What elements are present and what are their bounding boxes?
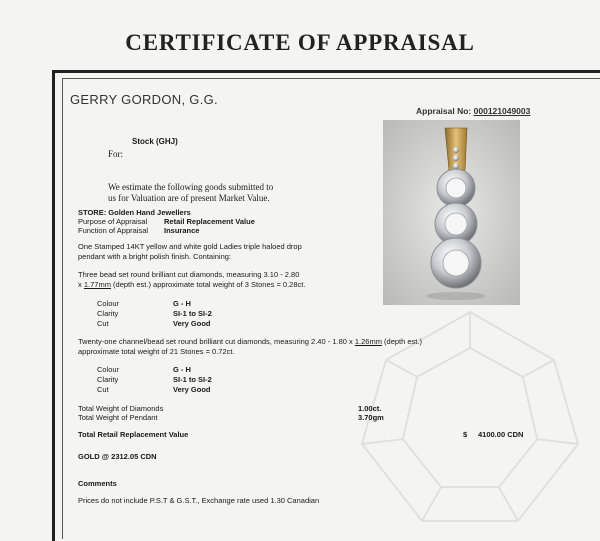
appraisal-purpose-block bbox=[78, 217, 378, 237]
side-stones-grading bbox=[97, 365, 297, 395]
appraisal-number bbox=[416, 106, 530, 116]
center-stones-grading bbox=[97, 299, 297, 329]
center-stones-line-2 bbox=[78, 280, 398, 290]
side-stones-prefix: Twenty-one channel/bead set round brilliant cut diamonds, measuring 2.40 - 1.80 x bbox=[78, 337, 355, 346]
center-stones-prefix: x bbox=[78, 280, 84, 289]
center-stones-line-1: Three bead set round brilliant cut diamonds, measuring 3.10 - 2.80 bbox=[78, 270, 300, 279]
center-stones-depth: 1.77mm bbox=[83, 280, 111, 289]
appraisal-number-label: Appraisal No: bbox=[416, 106, 472, 116]
total-diamonds-label: Total Weight of Diamonds bbox=[78, 404, 164, 413]
clarity-label: Clarity bbox=[97, 309, 119, 318]
colour-value: G - H bbox=[173, 299, 191, 308]
description-line-1: One Stamped 14KT yellow and white gold Ladies triple haloed drop bbox=[78, 242, 302, 251]
side-stones-description bbox=[78, 337, 518, 357]
comments-text: Prices do not include P.S.T & G.S.T., Exchange rate used 1.30 Canadian bbox=[78, 496, 320, 505]
function-label: Function of Appraisal bbox=[78, 226, 149, 235]
total-retail-currency: $ bbox=[463, 430, 468, 439]
total-pendant-value: 3.70gm bbox=[358, 413, 384, 422]
gold-price: GOLD @ 2312.05 CDN bbox=[78, 452, 157, 461]
stock-code: Stock (GHJ) bbox=[132, 137, 178, 146]
center-stones-description bbox=[78, 270, 398, 290]
certificate-title: CERTIFICATE OF APPRAISAL bbox=[125, 30, 475, 55]
cut-label: Cut bbox=[97, 319, 109, 328]
clarity-value: SI-1 to SI-2 bbox=[173, 375, 212, 384]
total-diamonds-value: 1.00ct. bbox=[358, 404, 382, 413]
comments-label: Comments bbox=[78, 479, 117, 488]
colour-label: Colour bbox=[97, 299, 120, 308]
intro-line-2: us for Valuation are of present Market Value. bbox=[108, 193, 270, 203]
cut-value: Very Good bbox=[173, 319, 211, 328]
colour-value: G - H bbox=[173, 365, 191, 374]
pendant-photo bbox=[383, 120, 520, 305]
center-stones-suffix: (depth est.) approximate total weight of 3 Stones = 0.28ct. bbox=[110, 280, 306, 289]
appraisal-number-value: 000121049003 bbox=[473, 106, 531, 116]
side-stones-line-2: approximate total weight of 21 Stones = 0.72ct. bbox=[78, 347, 235, 356]
cut-label: Cut bbox=[97, 385, 109, 394]
function-value: Insurance bbox=[164, 226, 200, 235]
colour-label: Colour bbox=[97, 365, 120, 374]
intro-line-1: We estimate the following goods submitted to bbox=[108, 182, 274, 192]
total-retail-value: 4100.00 CDN bbox=[478, 430, 524, 439]
item-description bbox=[78, 242, 398, 262]
side-stones-line-1 bbox=[78, 337, 518, 347]
total-pendant-label: Total Weight of Pendant bbox=[78, 413, 158, 422]
for-label: For: bbox=[108, 149, 124, 159]
total-retail-label: Total Retail Replacement Value bbox=[78, 430, 189, 439]
purpose-value: Retail Replacement Value bbox=[164, 217, 255, 226]
description-line-2: pendant with a bright polish finish. Containing: bbox=[78, 252, 232, 261]
store-name: STORE: Golden Hand Jewellers bbox=[78, 208, 191, 217]
side-stones-suffix: (depth est.) bbox=[381, 337, 422, 346]
intro-statement bbox=[108, 182, 308, 204]
purpose-label: Purpose of Appraisal bbox=[78, 217, 148, 226]
weight-totals bbox=[78, 404, 408, 424]
clarity-label: Clarity bbox=[97, 375, 119, 384]
clarity-value: SI-1 to SI-2 bbox=[173, 309, 212, 318]
appraiser-name: GERRY GORDON, G.G. bbox=[70, 92, 218, 107]
cut-value: Very Good bbox=[173, 385, 211, 394]
side-stones-depth: 1.26mm bbox=[354, 337, 382, 346]
